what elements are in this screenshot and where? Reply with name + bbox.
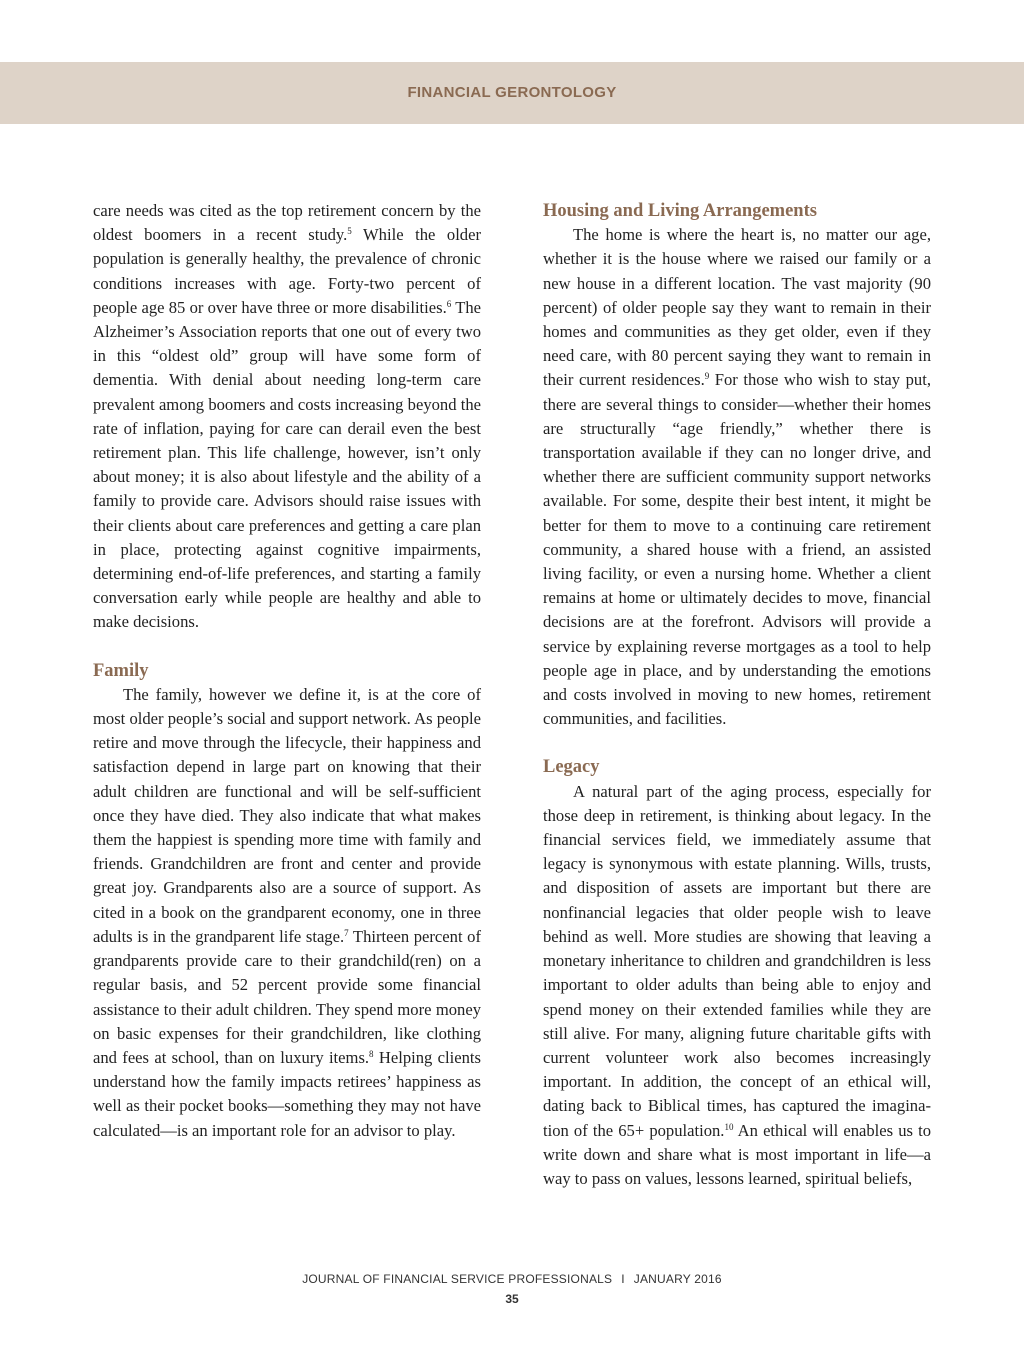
paragraph-text: Thirteen percent of grandparents provide care to their grandchild(ren) on a regular basis, and 52 percent provide some financial assistance to their adult children. They spend more money on basic expenses for their grandchildren, like clothing and fees at school, than on luxury items.	[93, 926, 481, 1067]
paragraph-text: care needs was cited as the top retirement concern by the oldest boomers in a recent study.	[93, 201, 481, 245]
paragraph-text: A natural part of the aging process, especially for those deep in retirement, is thinking about legacy. In the financial services field, we immediately assume that legacy is synonymous with estate planning. Wills, trusts, and disposition of assets are important but there are nonfinancial legacies that older people wish to leave behind as well. More studies are showing that leaving a monetary inheritance to children and grandchildren is less important to older adults than being able to enjoy and spend money on their extended families while they are still alive. For many, aligning future charitable gifts with current volunteer work also becomes increasingly important. In addition, the concept of an ethical will, dating back to Biblical times, has captured the imagination of the 65+ population.	[543, 781, 931, 1140]
housing-heading: Housing and Living Arrangements	[543, 201, 817, 221]
paragraph-text: For those who wish to stay put, there are several things to consider—whether their homes are structurally “age friendly,” whether there is transportation available if they can no longer drive, and whether there are sufficient community support networks available. For some, despite their best intent, it might be better for them to move to a continuing care retirement community, a shared house with a friend, an assisted living facility, or even a nursing home. Whether a client remains at home or ultimately decides to move, financial decisions are at the forefront. Advisors will provide a service by explaining reverse mortgages as a tool to help people age in place, and by understanding the emotions and costs involved in moving to new homes, retirement communities, and facilities.	[543, 370, 931, 729]
legacy-paragraph	[543, 780, 931, 1191]
footnote-marker: 9	[704, 371, 710, 382]
right-column	[543, 199, 931, 1191]
journal-footer	[0, 1272, 1024, 1286]
legacy-heading: Legacy	[543, 757, 600, 778]
section-header-band	[0, 62, 1024, 124]
family-paragraph	[93, 683, 481, 1143]
section-title: FINANCIAL GERONTOLOGY	[407, 84, 617, 101]
paragraph-text: The Alzheimer’s Association reports that one out of every two in this “oldest old” group will have some form of dementia. With denial about needing long-term care prevalent among boomers and costs increasing beyond the rate of inflation, paying for care can derail even the best retirement plan. This life challenge, however, isn’t only about money; it is also about lifestyle and the ability of a family to provide care. Advisors should raise issues with their clients about care preferences and getting a care plan in place, protecting against cognitive impairments, determining end-of-life preferences, and starting a family conversation early while people are healthy and able to make decisions.	[93, 297, 482, 632]
care-needs-paragraph	[93, 199, 481, 635]
paragraph-text: Helping clients understand how the family impacts retirees’ happiness as well as their pocket books—something they may not have calculated—is an important role for an advisor to play.	[93, 1047, 481, 1140]
footer-separator: I	[621, 1272, 625, 1286]
housing-paragraph	[543, 223, 931, 731]
journal-name: JOURNAL OF FINANCIAL SERVICE PROFESSIONALS	[302, 1272, 613, 1286]
paragraph-text: The home is where the heart is, no matter our age, whether it is the house where we raised our family or a new house in a different location. The vast majority (90 percent) of older people say they want to remain in their homes and communities as they get older, even if they need care, with 80 percent saying they want to remain in their current residences.	[543, 225, 931, 390]
footnote-marker: 8	[369, 1048, 374, 1059]
left-column	[93, 199, 481, 1143]
footnote-marker: 5	[347, 226, 352, 237]
page-number: 35	[505, 1292, 519, 1306]
footnote-marker: 7	[344, 927, 349, 938]
paragraph-text: While the older population is generally healthy, the prevalence of chronic conditions increases with age. Forty-two percent of people age 85 or over have three or more disabilities.	[93, 225, 481, 317]
footnote-marker: 10	[724, 1121, 734, 1132]
issue-date: JANUARY 2016	[633, 1272, 722, 1286]
footnote-marker: 6	[446, 298, 452, 309]
paragraph-text: An ethical will enables us to write down and share what is most important in life—a way to pass on values, lessons learned, spiritual beliefs,	[543, 1120, 931, 1188]
family-heading: Family	[93, 660, 149, 681]
paragraph-text: The family, however we define it, is at the core of most older people’s social and support network. As people retire and move through the lifecycle, their happiness and satisfaction depend in large part on knowing that their adult children are functional and will be self-sufficient once they have died. They also indicate that what makes them the happiest is spending more time with family and friends. Grandchildren are front and center and provide great joy. Grandparents also are a source of support. As cited in a book on the grandparent economy, one in three adults is in the grandparent life stage.	[93, 684, 481, 946]
